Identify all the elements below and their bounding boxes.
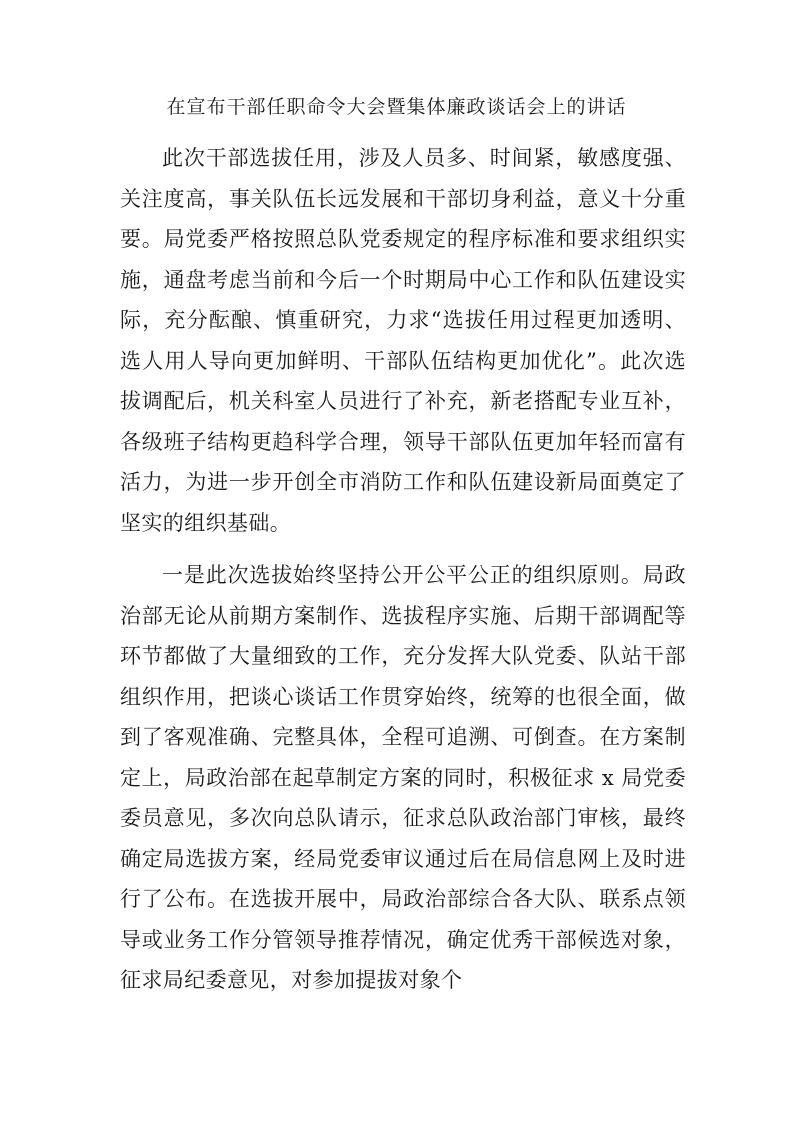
document-body [120,138,686,1013]
paragraph-1: 此次干部选拔任用，涉及人员多、时间紧，敏感度强、关注度高，事关队伍长远发展和干部切身利益，意义十分重要。局党委严格按照总队党委规定的程序标准和要求组织实施，通盘考虑当前和今后一个时期局中心工作和队伍建设实际，充分酝酿、慎重研究，力求“选拔任用过程更加透明、选人用人导向更加鲜明、干部队伍结构更加优化”。此次选拔调配后，机关科室人员进行了补充，新老搭配专业互补，各级班子结构更趋科学合理，领导干部队伍更加年轻而富有活力，为进一步开创全市消防工作和队伍建设新局面奠定了坚实的组织基础。 [120,146,686,535]
paragraph-2: 一是此次选拔始终坚持公开公平公正的组织原则。局政治部无论从前期方案制作、选拔程序实施、后期干部调配等环节都做了大量细致的工作，充分发挥大队党委、队站干部组织作用，把谈心谈话工作贯穿始终，统筹的也很全面，做到了客观准确、完整具体，全程可追溯、可倒查。在方案制定上，局政治部在起草制定方案的同时，积极征求 x 局党委委员意见，多次向总队请示，征求总队政治部门审核，最终确定局选拔方案，经局党委审议通过后在局信息网上及时进行了公布。在选拔开展中，局政治部综合各大队、联系点领导或业务工作分管领导推荐情况，确定优秀干部候选对象，征求局纪委意见，对参加提拔对象个 [120,563,686,992]
document-title: 在宣布干部任职命令大会暨集体廉政谈话会上的讲话 [166,96,627,118]
